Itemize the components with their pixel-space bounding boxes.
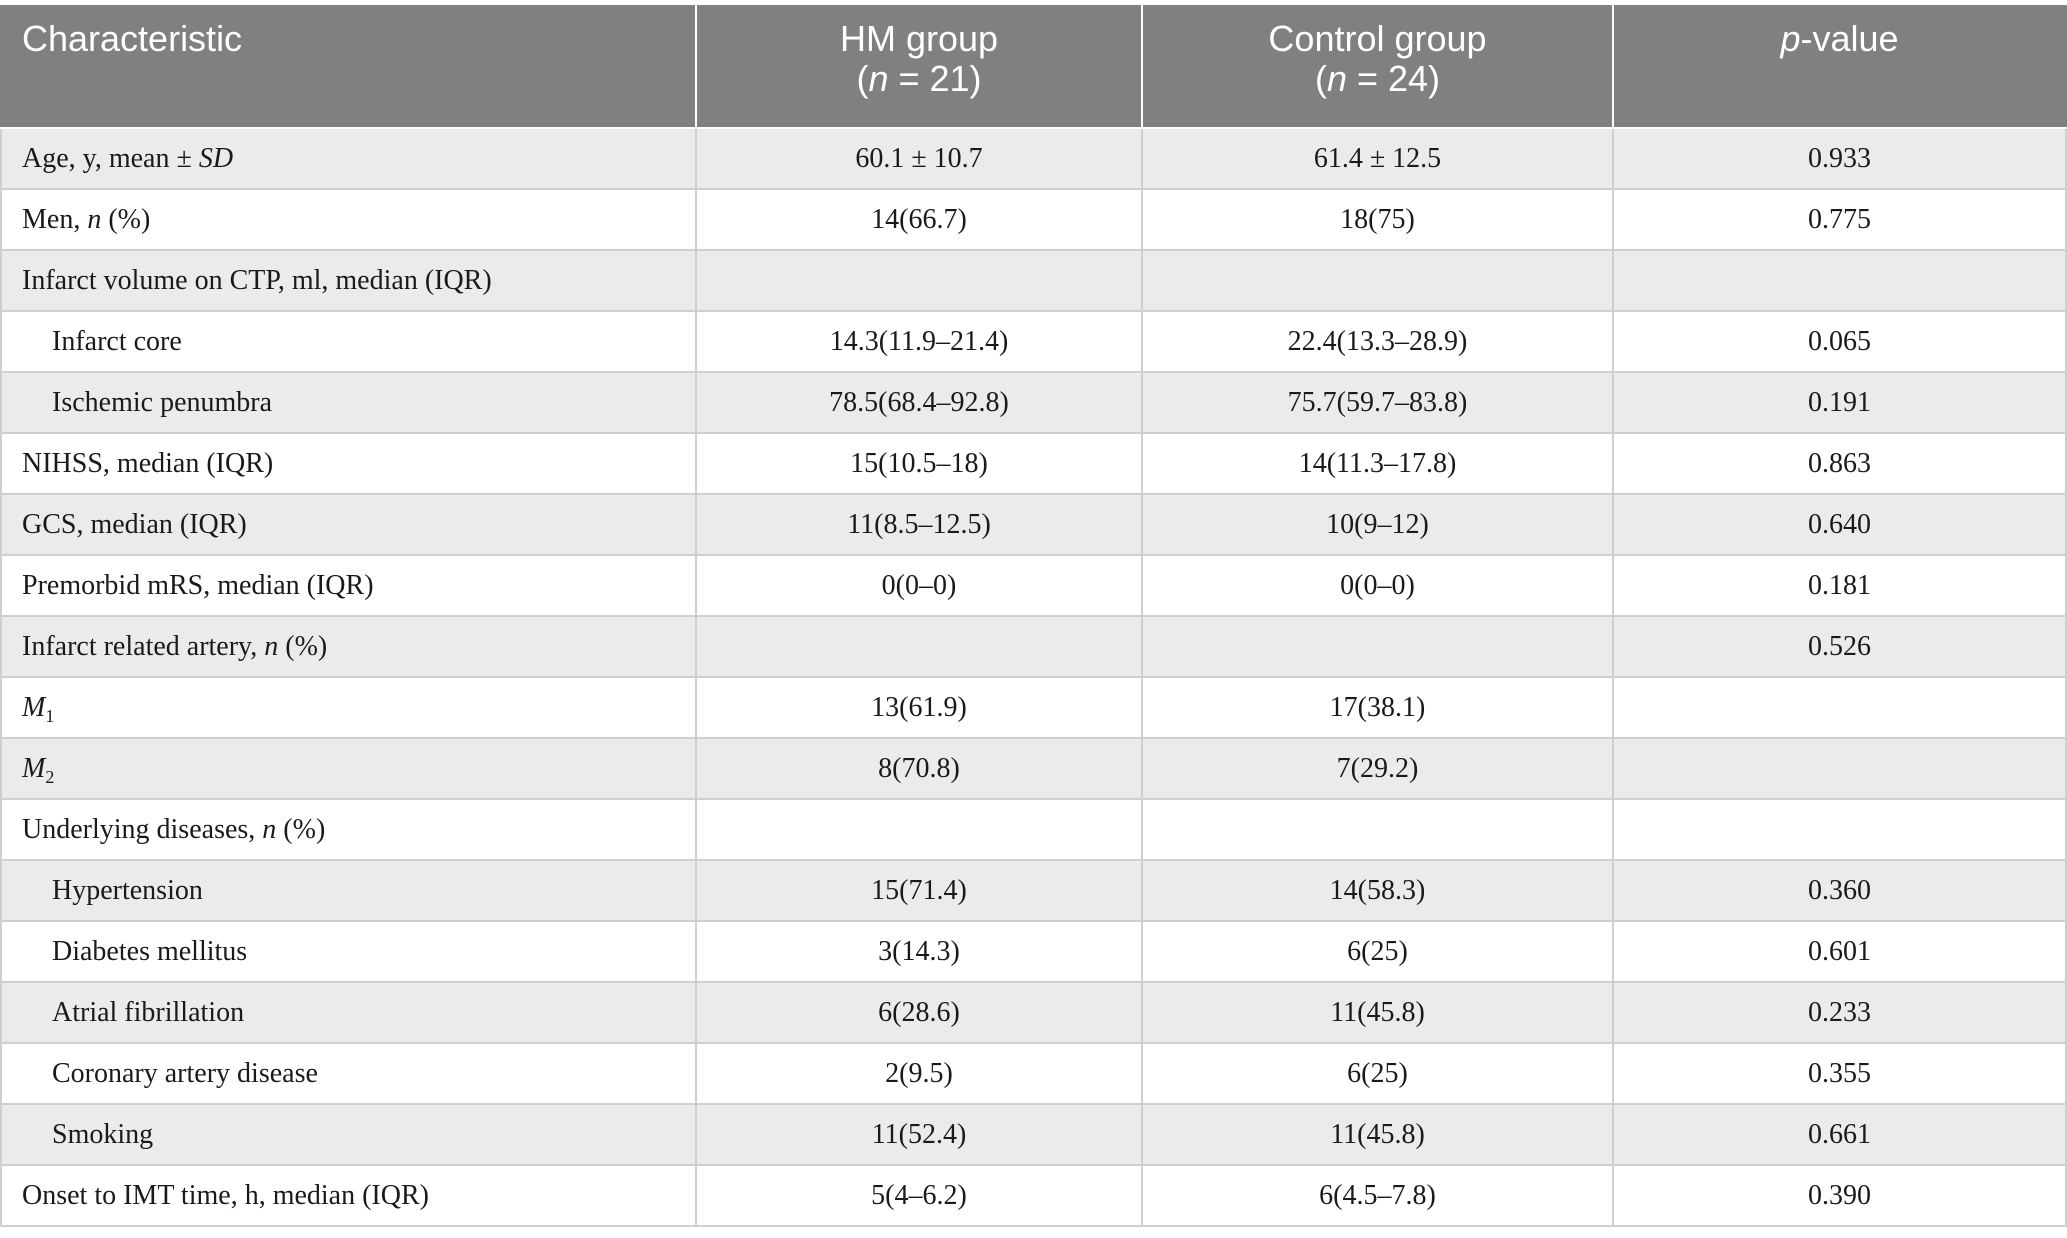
header-p-symbol: p — [1780, 18, 1801, 59]
row-label-text: Hypertension — [52, 874, 203, 906]
row-label-text: Men, — [22, 203, 88, 235]
p-value — [1613, 799, 2066, 860]
table-row — [1, 128, 2066, 189]
header-row — [1, 5, 2066, 128]
header-p-value — [1613, 5, 2066, 128]
row-label — [1, 494, 696, 555]
row-label-italic: n — [262, 813, 277, 845]
header-characteristic-label: Characteristic — [22, 18, 243, 59]
table-header — [1, 5, 2066, 128]
row-label — [1, 982, 696, 1043]
row-label-suffix: (%) — [278, 630, 328, 662]
row-label — [1, 1104, 696, 1165]
row-label — [1, 799, 696, 860]
header-hm-n-value: = 21) — [888, 58, 982, 99]
row-label — [1, 250, 696, 311]
row-label-subscript: 2 — [45, 766, 55, 787]
control-group-value: 7(29.2) — [1142, 738, 1613, 799]
hm-group-value: 78.5(68.4–92.8) — [696, 372, 1142, 433]
p-value — [1613, 250, 2066, 311]
table-row — [1, 311, 2066, 372]
control-group-value: 61.4 ± 12.5 — [1142, 128, 1613, 189]
row-label-symbol: M — [22, 691, 46, 723]
header-p-label: -value — [1800, 18, 1899, 59]
row-label — [1, 860, 696, 921]
table-row — [1, 494, 2066, 555]
p-value: 0.933 — [1613, 128, 2066, 189]
row-label — [1, 1165, 696, 1226]
row-label — [1, 189, 696, 250]
hm-group-value — [696, 250, 1142, 311]
p-value: 0.191 — [1613, 372, 2066, 433]
row-label-suffix: (%) — [276, 813, 326, 845]
hm-group-value: 6(28.6) — [696, 982, 1142, 1043]
hm-group-value: 15(71.4) — [696, 860, 1142, 921]
p-value: 0.526 — [1613, 616, 2066, 677]
row-label-text: Infarct volume on CTP, ml, median (IQR) — [22, 264, 492, 296]
row-label-text: Diabetes mellitus — [52, 935, 248, 967]
table-row — [1, 250, 2066, 311]
control-group-value: 75.7(59.7–83.8) — [1142, 372, 1613, 433]
table-row — [1, 372, 2066, 433]
p-value — [1613, 738, 2066, 799]
hm-group-value: 11(8.5–12.5) — [696, 494, 1142, 555]
row-label-text: Infarct related artery, — [22, 630, 265, 662]
row-label-text: GCS, median (IQR) — [22, 508, 247, 540]
row-label — [1, 921, 696, 982]
p-value: 0.863 — [1613, 433, 2066, 494]
hm-group-value — [696, 616, 1142, 677]
p-value: 0.233 — [1613, 982, 2066, 1043]
row-label-italic: n — [87, 203, 102, 235]
control-group-value: 17(38.1) — [1142, 677, 1613, 738]
p-value: 0.360 — [1613, 860, 2066, 921]
table-row — [1, 1104, 2066, 1165]
row-label — [1, 311, 696, 372]
p-value: 0.065 — [1613, 311, 2066, 372]
row-label-text: Smoking — [52, 1118, 154, 1150]
row-label-text: Infarct core — [52, 325, 182, 357]
control-group-value: 22.4(13.3–28.9) — [1142, 311, 1613, 372]
table-row — [1, 982, 2066, 1043]
control-group-value — [1142, 799, 1613, 860]
table-row — [1, 677, 2066, 738]
row-label-italic: n — [264, 630, 279, 662]
control-group-value: 11(45.8) — [1142, 982, 1613, 1043]
p-value: 0.661 — [1613, 1104, 2066, 1165]
table-row — [1, 616, 2066, 677]
table-row — [1, 860, 2066, 921]
p-value: 0.640 — [1613, 494, 2066, 555]
row-label-suffix: (%) — [101, 203, 151, 235]
header-control-group-label: Control group — [1268, 18, 1487, 59]
row-label-text: Underlying diseases, — [22, 813, 263, 845]
table-body — [1, 128, 2066, 1226]
row-label — [1, 616, 696, 677]
control-group-value: 6(25) — [1142, 1043, 1613, 1104]
hm-group-value: 14.3(11.9–21.4) — [696, 311, 1142, 372]
hm-group-value: 2(9.5) — [696, 1043, 1142, 1104]
control-group-value: 10(9–12) — [1142, 494, 1613, 555]
row-label-text: Premorbid mRS, median (IQR) — [22, 569, 374, 601]
p-value: 0.601 — [1613, 921, 2066, 982]
hm-group-value: 5(4–6.2) — [696, 1165, 1142, 1226]
p-value: 0.390 — [1613, 1165, 2066, 1226]
hm-group-value: 0(0–0) — [696, 555, 1142, 616]
header-control-n-symbol: n — [1326, 58, 1347, 99]
header-hm-group: HM group (n = 21) — [696, 5, 1142, 128]
control-group-value — [1142, 616, 1613, 677]
control-group-value — [1142, 250, 1613, 311]
row-label — [1, 433, 696, 494]
p-value: 0.181 — [1613, 555, 2066, 616]
hm-group-value: 14(66.7) — [696, 189, 1142, 250]
control-group-value: 6(25) — [1142, 921, 1613, 982]
table-row — [1, 921, 2066, 982]
baseline-characteristics-table — [0, 5, 2067, 1227]
header-control-n-value: = 24) — [1346, 58, 1441, 99]
row-label-symbol: M — [22, 752, 46, 784]
table-row — [1, 1043, 2066, 1104]
table-row — [1, 1165, 2066, 1226]
p-value — [1613, 677, 2066, 738]
row-label-subscript: 1 — [45, 705, 55, 726]
table-row — [1, 433, 2066, 494]
table-row — [1, 189, 2066, 250]
row-label-text: Coronary artery disease — [52, 1057, 318, 1089]
hm-group-value — [696, 799, 1142, 860]
row-label-text: Atrial fibrillation — [52, 996, 245, 1028]
header-hm-n-symbol: n — [868, 58, 889, 99]
row-label — [1, 555, 696, 616]
control-group-value: 14(11.3–17.8) — [1142, 433, 1613, 494]
row-label — [1, 738, 696, 799]
row-label-text: Age, y, mean ± — [22, 142, 199, 174]
control-group-value: 0(0–0) — [1142, 555, 1613, 616]
p-value: 0.775 — [1613, 189, 2066, 250]
header-hm-group-label: HM group — [839, 18, 999, 59]
hm-group-value: 3(14.3) — [696, 921, 1142, 982]
row-label — [1, 372, 696, 433]
control-group-value: 18(75) — [1142, 189, 1613, 250]
row-label-text: Onset to IMT time, h, median (IQR) — [22, 1179, 429, 1211]
row-label — [1, 1043, 696, 1104]
hm-group-value: 8(70.8) — [696, 738, 1142, 799]
row-label — [1, 128, 696, 189]
hm-group-value: 60.1 ± 10.7 — [696, 128, 1142, 189]
hm-group-value: 15(10.5–18) — [696, 433, 1142, 494]
row-label-text: NIHSS, median (IQR) — [22, 447, 274, 479]
row-label-text: Ischemic penumbra — [52, 386, 273, 418]
table-row — [1, 799, 2066, 860]
control-group-value: 14(58.3) — [1142, 860, 1613, 921]
control-group-value: 11(45.8) — [1142, 1104, 1613, 1165]
row-label — [1, 677, 696, 738]
hm-group-value: 11(52.4) — [696, 1104, 1142, 1165]
table-row — [1, 555, 2066, 616]
row-label-italic: SD — [198, 142, 234, 174]
p-value: 0.355 — [1613, 1043, 2066, 1104]
control-group-value: 6(4.5–7.8) — [1142, 1165, 1613, 1226]
header-control-group: Control group (n = 24) — [1142, 5, 1613, 128]
table-row — [1, 738, 2066, 799]
header-characteristic — [1, 5, 696, 128]
hm-group-value: 13(61.9) — [696, 677, 1142, 738]
